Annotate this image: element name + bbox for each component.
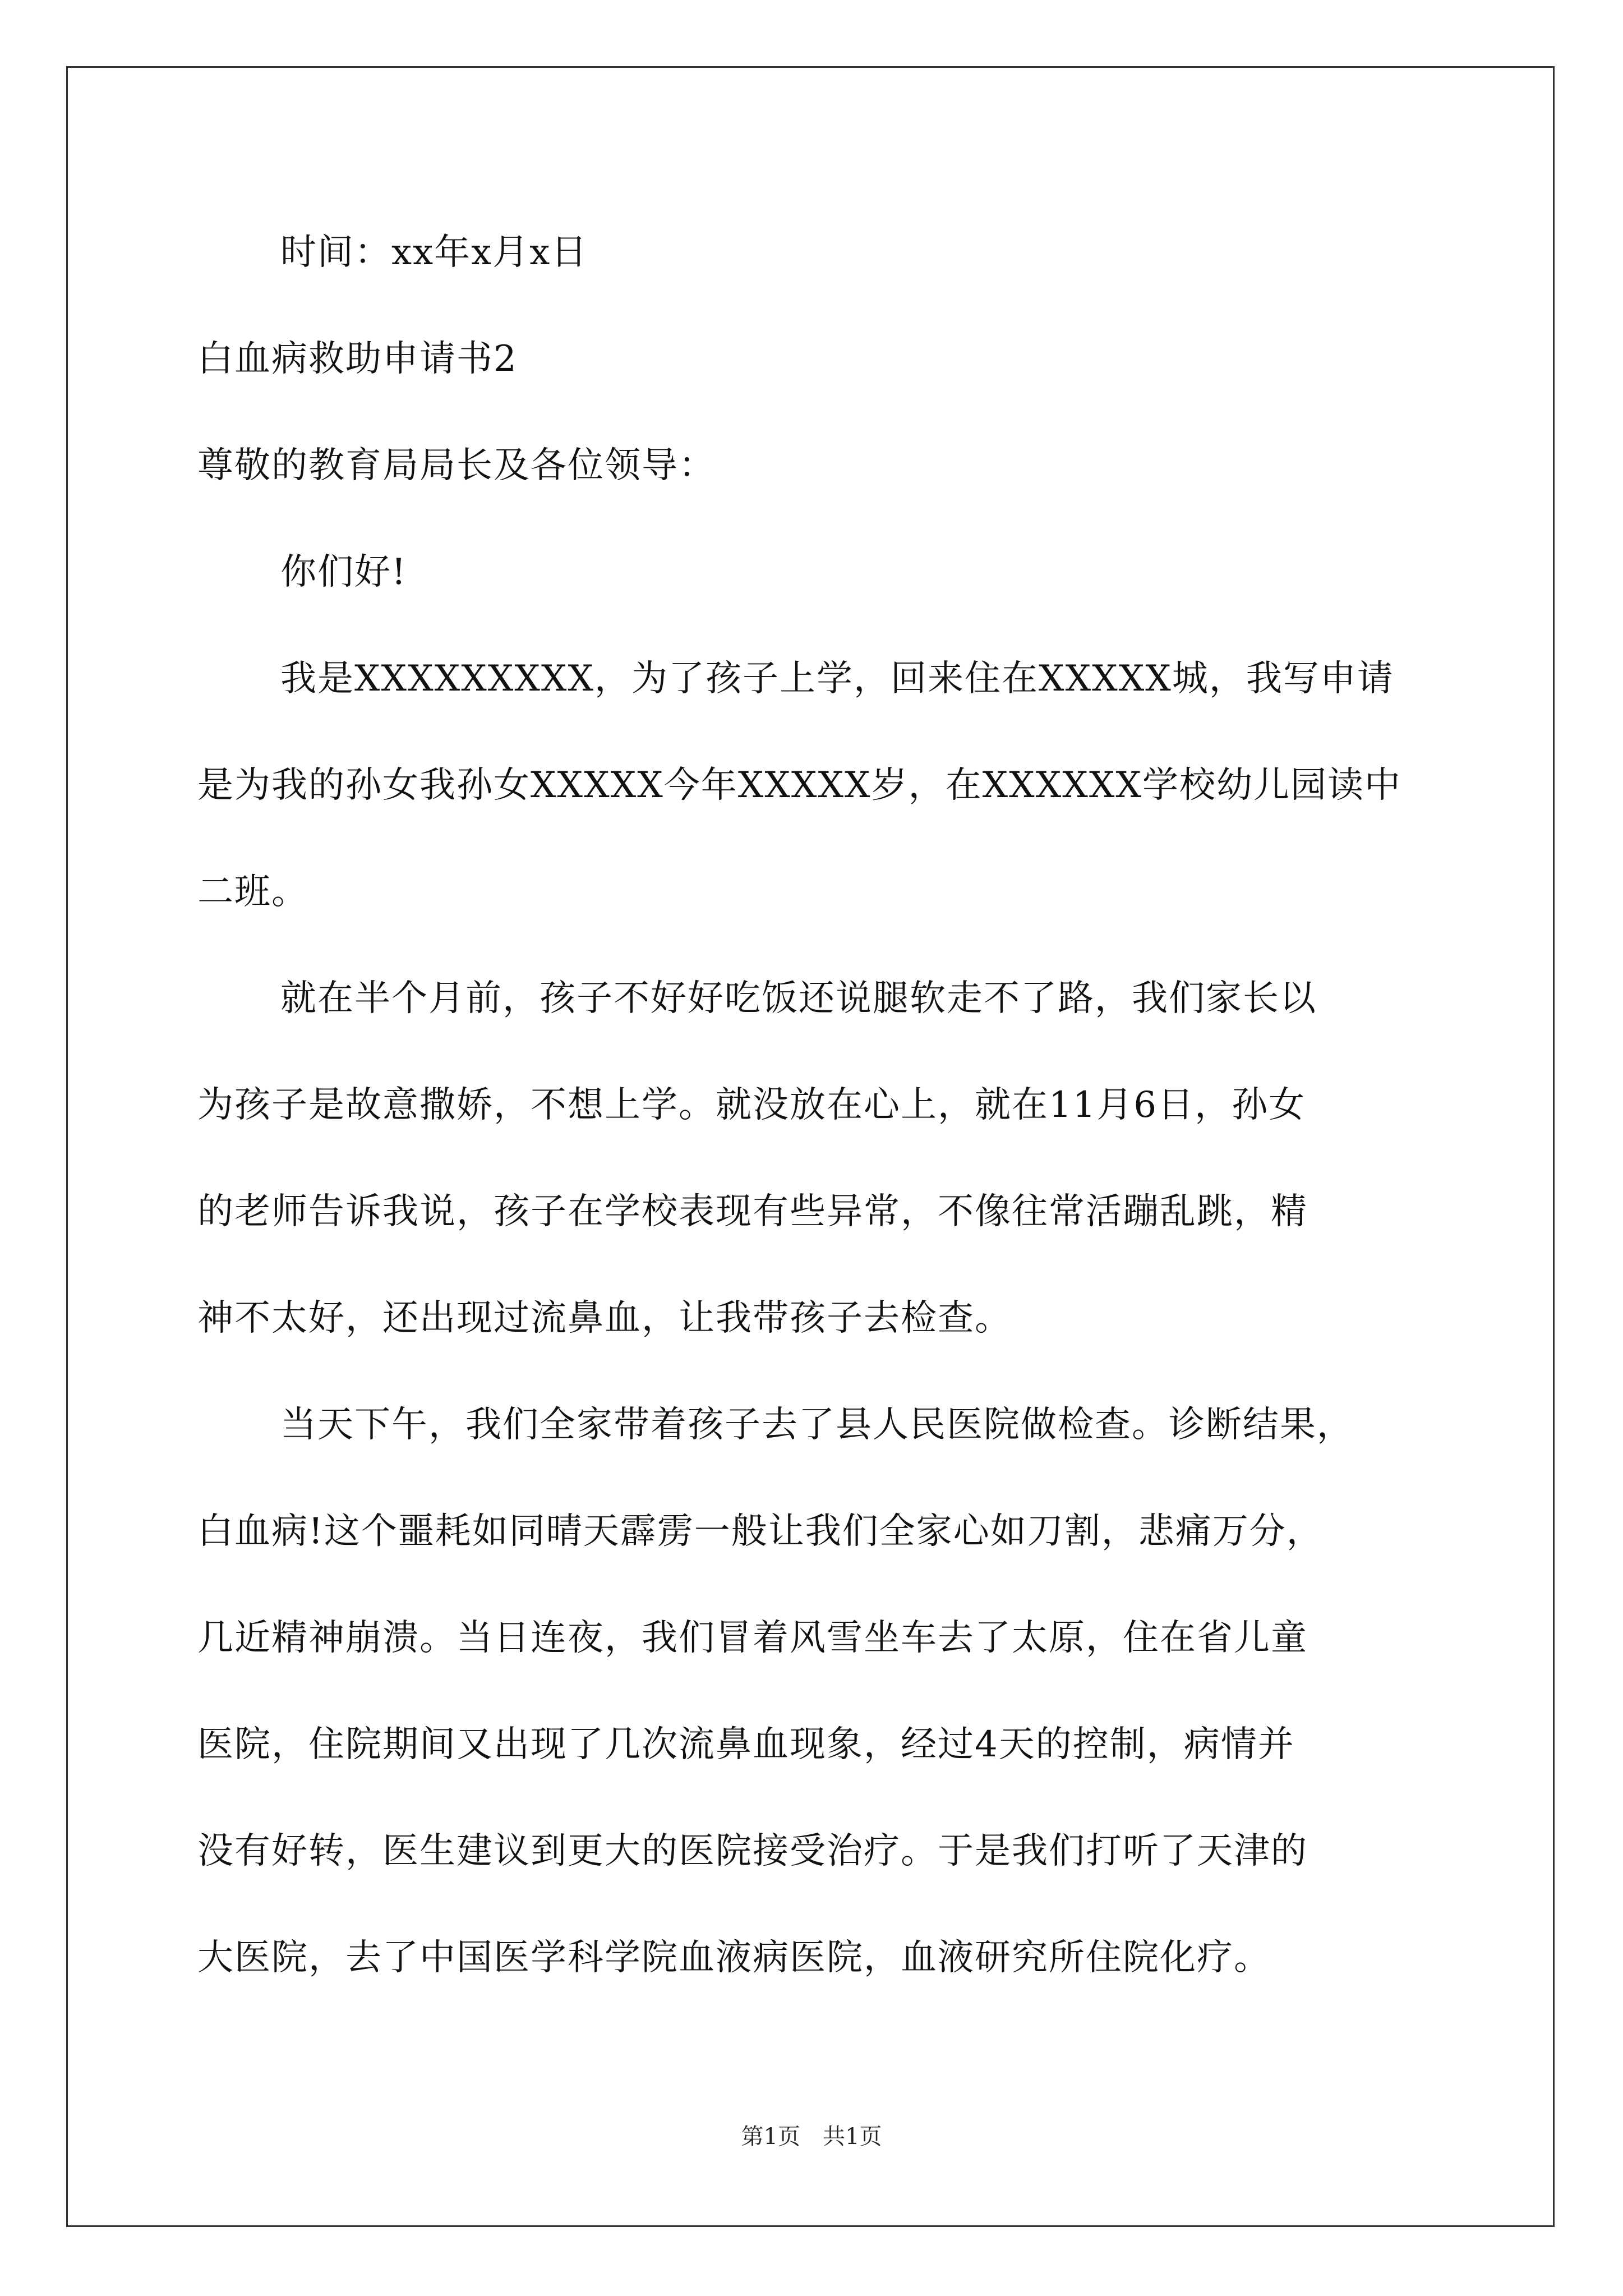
paragraph-3-line-2: 白血病!这个噩耗如同晴天霹雳一般让我们全家心如刀割，悲痛万分， [197,1511,1324,1552]
greeting: 你们好! [280,551,407,593]
salutation: 尊敬的教育局局长及各位领导： [197,445,716,486]
paragraph-1-line-1: 我是XXXXXXXXX，为了孩子上学，回来住在XXXXX城，我写申请 [280,658,1394,700]
paragraph-3-line-3: 几近精神崩溃。当日连夜，我们冒着风雪坐车去了太原，住在省儿童 [197,1617,1308,1659]
paragraph-3-line-6: 大医院，去了中国医学科学院血液病医院，血液研究所住院化疗。 [197,1937,1271,1978]
paragraph-1-line-3: 二班。 [197,871,308,913]
paragraph-3-line-1: 当天下午，我们全家带着孩子去了县人民医院做检查。诊断结果， [280,1404,1354,1446]
page-number: 第1页 [741,2124,800,2150]
paragraph-2-line-3: 的老师告诉我说，孩子在学校表现有些异常，不像往常活蹦乱跳，精 [197,1191,1308,1232]
page-total: 共1页 [823,2124,882,2150]
paragraph-3-line-5: 没有好转，医生建议到更大的医院接受治疗。于是我们打听了天津的 [197,1830,1308,1872]
document-title: 白血病救助申请书2 [197,338,518,380]
paragraph-2-line-1: 就在半个月前，孩子不好好吃饭还说腿软走不了路，我们家长以 [280,978,1317,1019]
paragraph-3-line-4: 医院，住院期间又出现了几次流鼻血现象，经过4天的控制，病情并 [197,1724,1295,1765]
paragraph-2-line-4: 神不太好，还出现过流鼻血，让我带孩子去检查。 [197,1297,1012,1339]
paragraph-2-line-2: 为孩子是故意撒娇，不想上学。就没放在心上，就在11月6日，孙女 [197,1084,1306,1126]
page-footer [0,2123,1623,2151]
date-line: 时间：xx年x月x日 [280,232,588,273]
paragraph-1-line-2: 是为我的孙女我孙女XXXXX今年XXXXX岁，在XXXXXX学校幼儿园读中 [197,765,1401,806]
page-border [66,66,1555,2227]
